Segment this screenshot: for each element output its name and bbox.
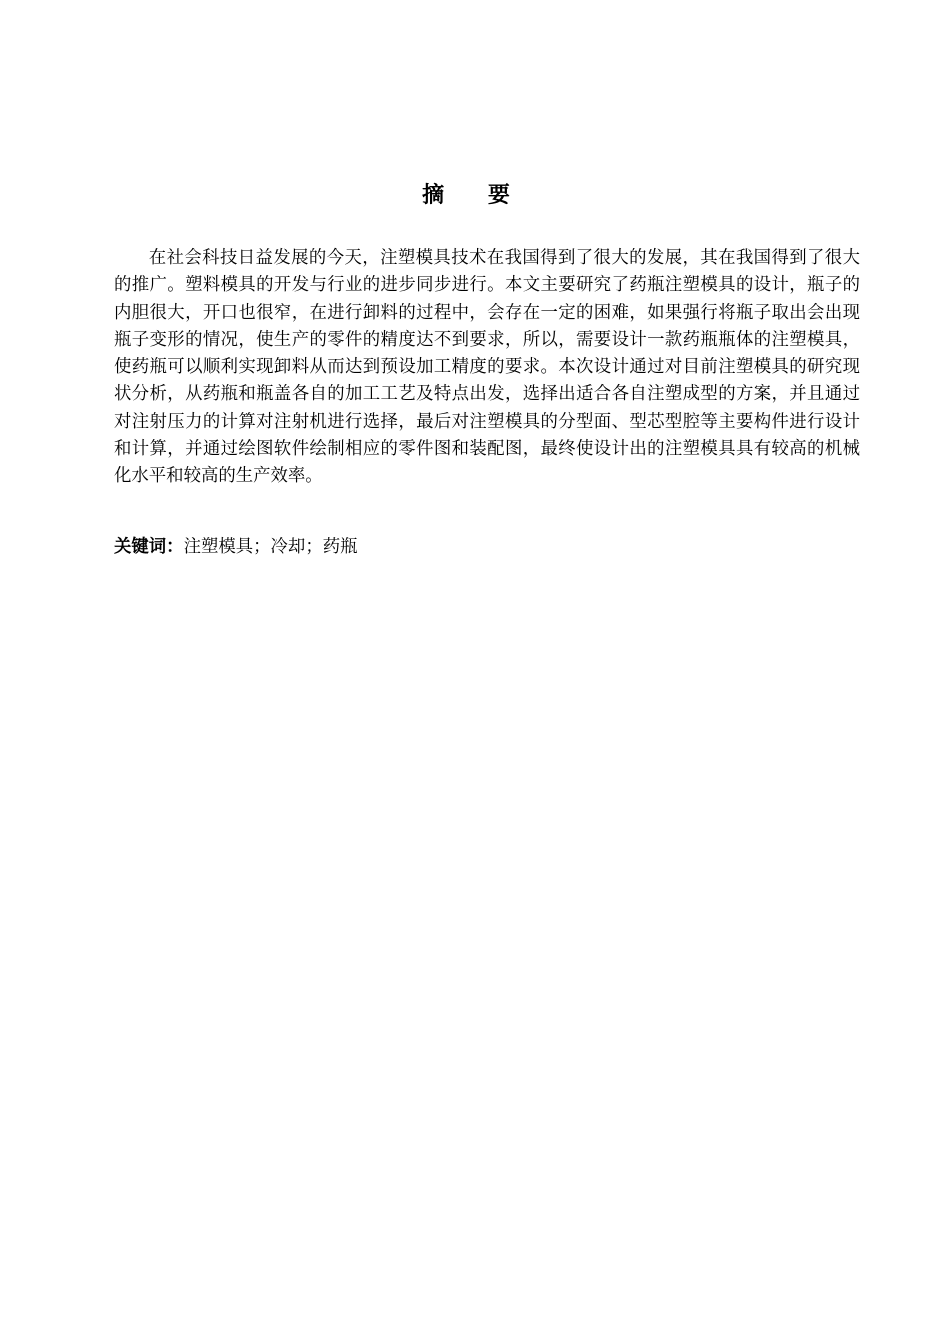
keywords-line — [114, 534, 860, 561]
abstract-title: 摘 要 — [422, 183, 528, 208]
keywords-label: 关键词： — [114, 537, 184, 557]
keywords-text: 注塑模具；冷却；药瓶 — [183, 537, 358, 557]
abstract-body: 在社会科技日益发展的今天，注塑模具技术在我国得到了很大的发展，其在我国得到了很大的推广。塑料模具的开发与行业的进步同步进行。本文主要研究了药瓶注塑模具的设计，瓶子的内胆很大，开口也很窄，在进行卸料的过程中，会存在一定的困难，如果强行将瓶子取出会出现瓶子变形的情况，使生产的零件的精度达不到要求，所以，需要设计一款药瓶瓶体的注塑模具，使药瓶可以顺利实现卸料从而达到预设加工精度的要求。本次设计通过对目前注塑模具的研究现状分析，从药瓶和瓶盖各自的加工工艺及特点出发，选择出适合各自注塑成型的方案，并且通过对注射压力的计算对注射机进行选择，最后对注塑模具的分型面、型芯型腔等主要构件进行设计和计算，并通过绘图软件绘制相应的零件图和装配图，最终使设计出的注塑模具具有较高的机械化水平和较高的生产效率。 — [114, 248, 860, 487]
